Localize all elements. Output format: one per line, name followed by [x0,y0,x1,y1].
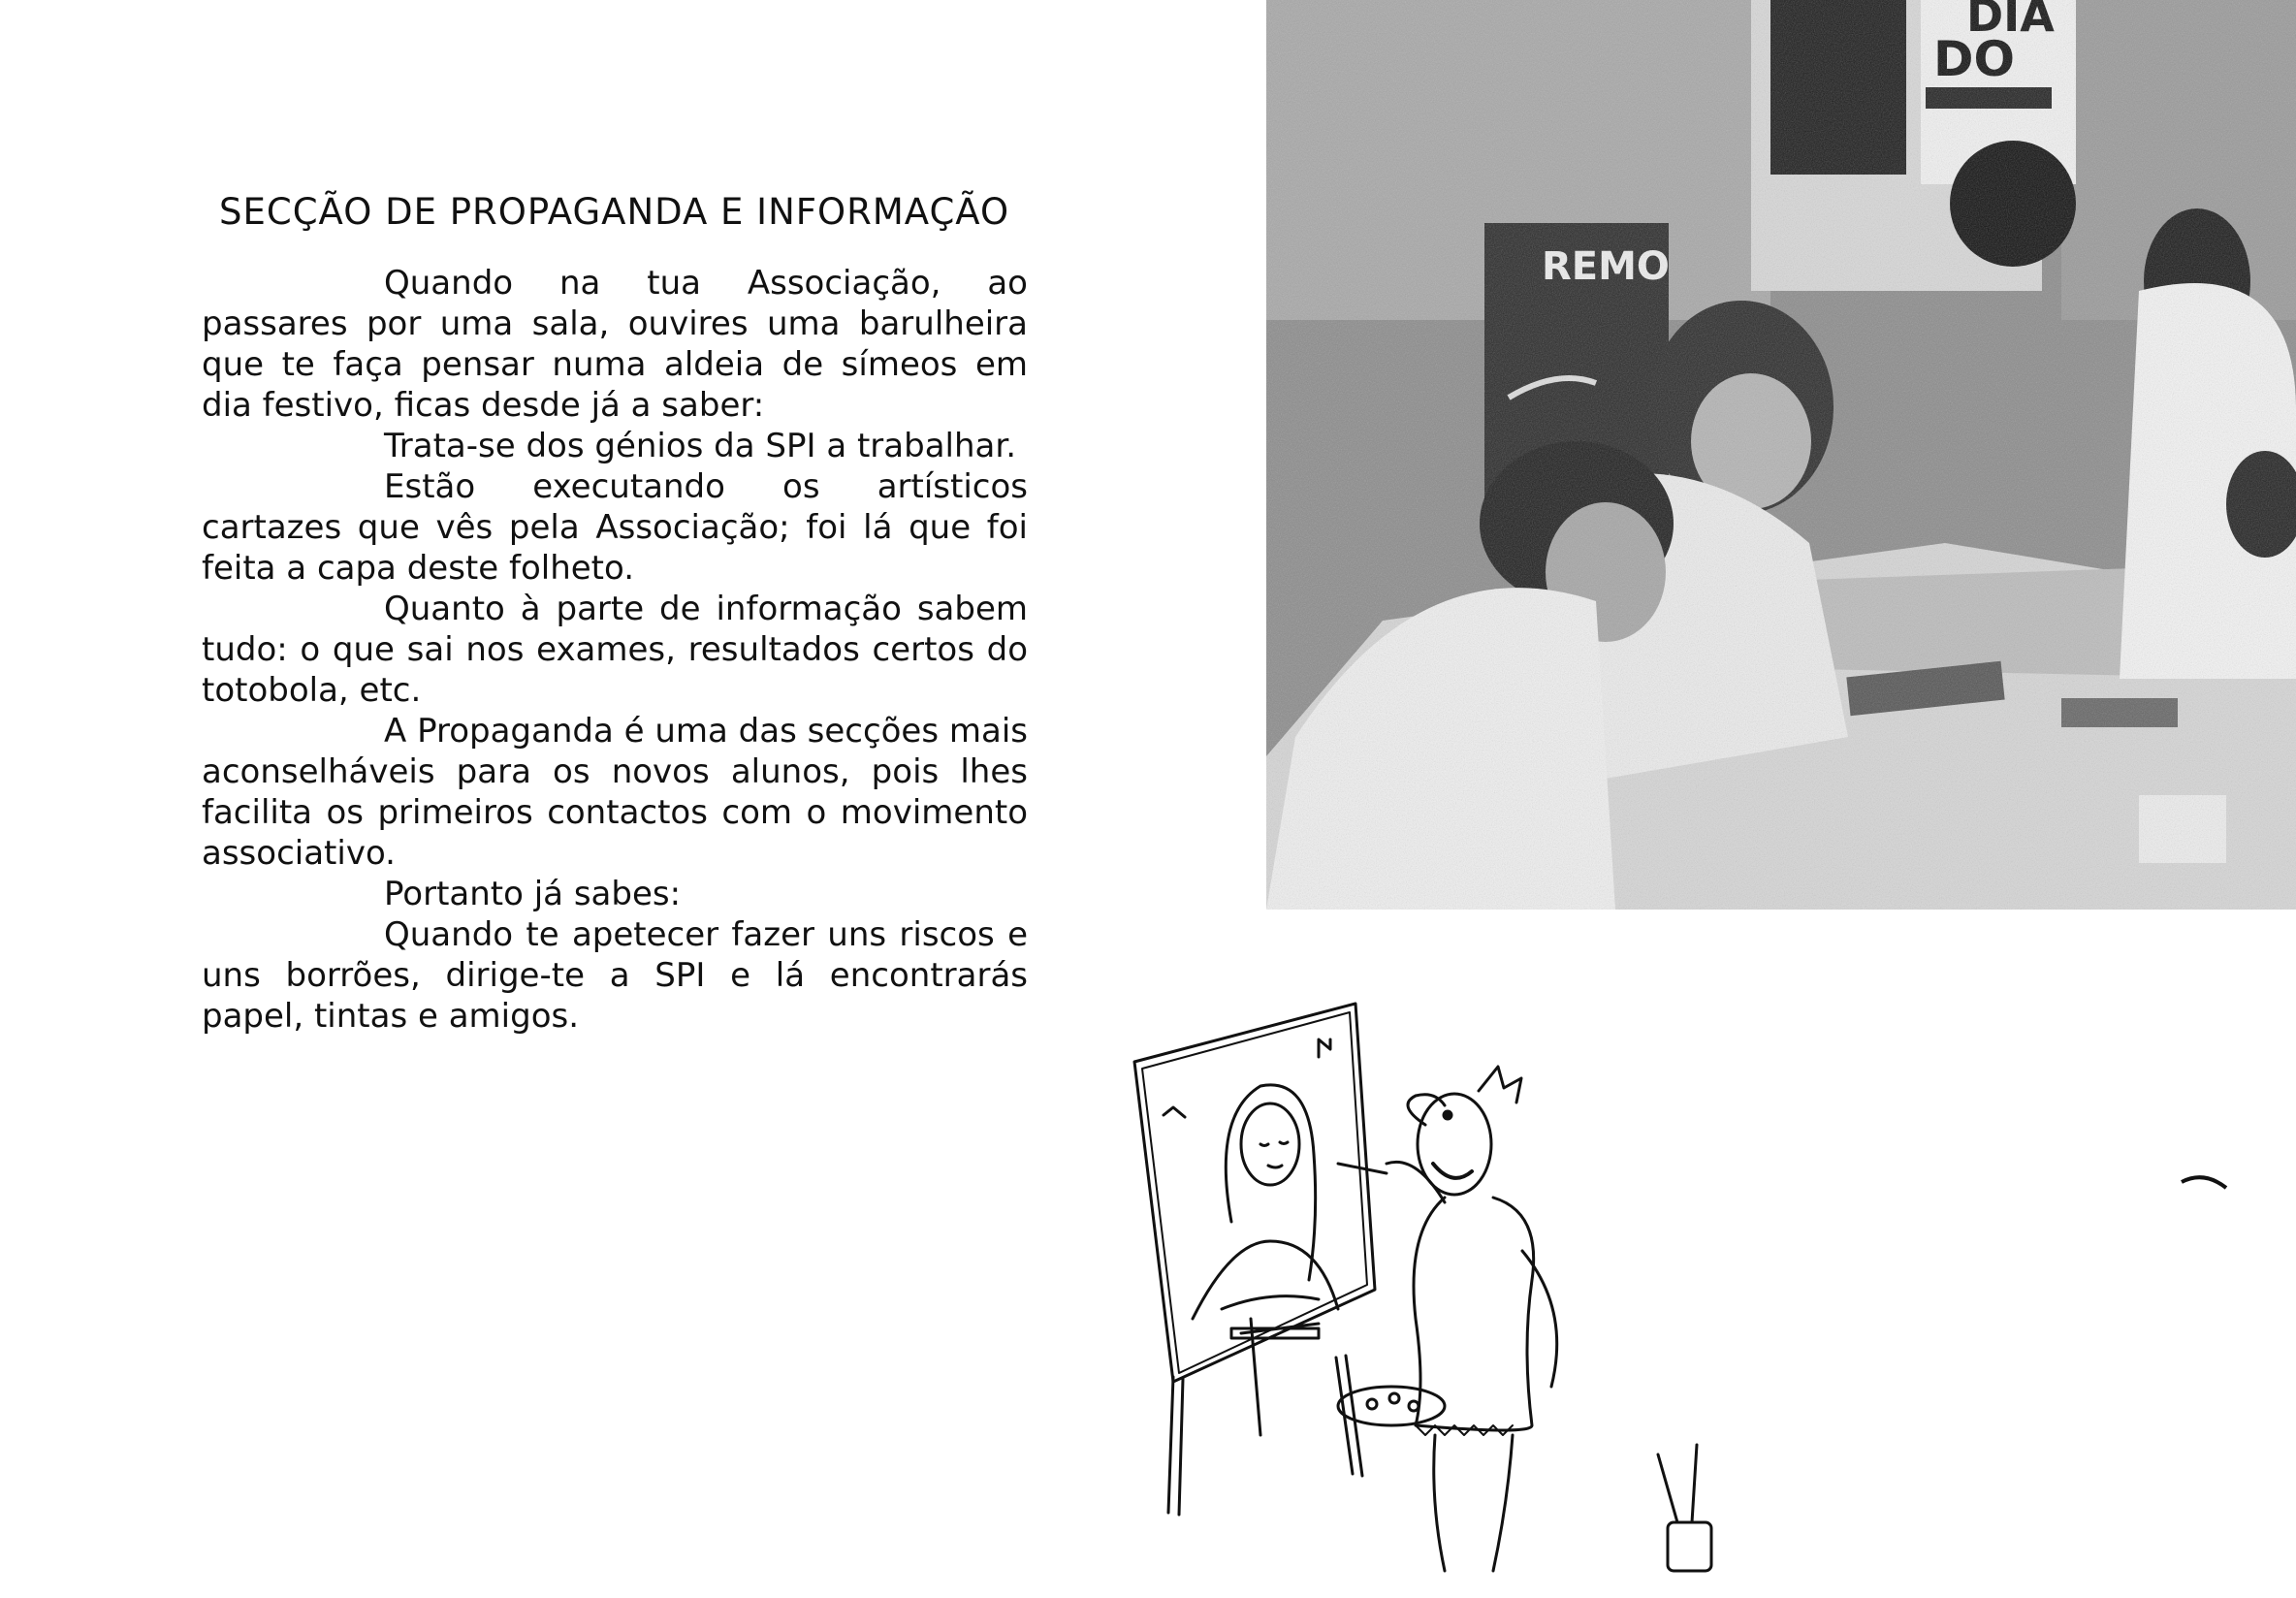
paragraph-7: Quando te apetecer fazer uns riscos e uns borrões, dirige-te a SPI e lá encontrarás papel, tintas e amigos. [202,915,1028,1036]
paragraph-6: Portanto já sabes: [384,875,682,913]
article-body [202,263,1028,1037]
article [202,191,1028,1037]
paragraph-5: A Propaganda é uma das secções mais aconselháveis para os novos alunos, pois lhes facilita os primeiros contactos com o movimento associativo. [202,712,1028,873]
workshop-photo-art [1266,0,2296,910]
painter-illustration [1125,999,1803,1581]
workshop-photo [1266,0,2296,910]
paragraph-1: Quando na tua Associação, ao passares por uma sala, ouvires uma barulheira que te faça pensar numa aldeia de símeos em dia festivo, ficas desde já a saber: [202,264,1028,425]
stray-mark-art [2180,1168,2238,1217]
paragraph-4: Quanto à parte de informação sabem tudo: o que sai nos exames, resultados certos do totobola, etc. [202,590,1028,710]
paragraph-2: Trata-se dos génios da SPI a trabalhar. [384,427,1017,465]
paragraph-3: Estão executando os artísticos cartazes que vês pela Associação; foi lá que foi feita a capa deste folheto. [202,467,1028,588]
painter-illustration-art [1125,999,1803,1581]
section-title: SECÇÃO DE PROPAGANDA E INFORMAÇÃO [219,191,1010,233]
stray-mark [2180,1168,2238,1217]
